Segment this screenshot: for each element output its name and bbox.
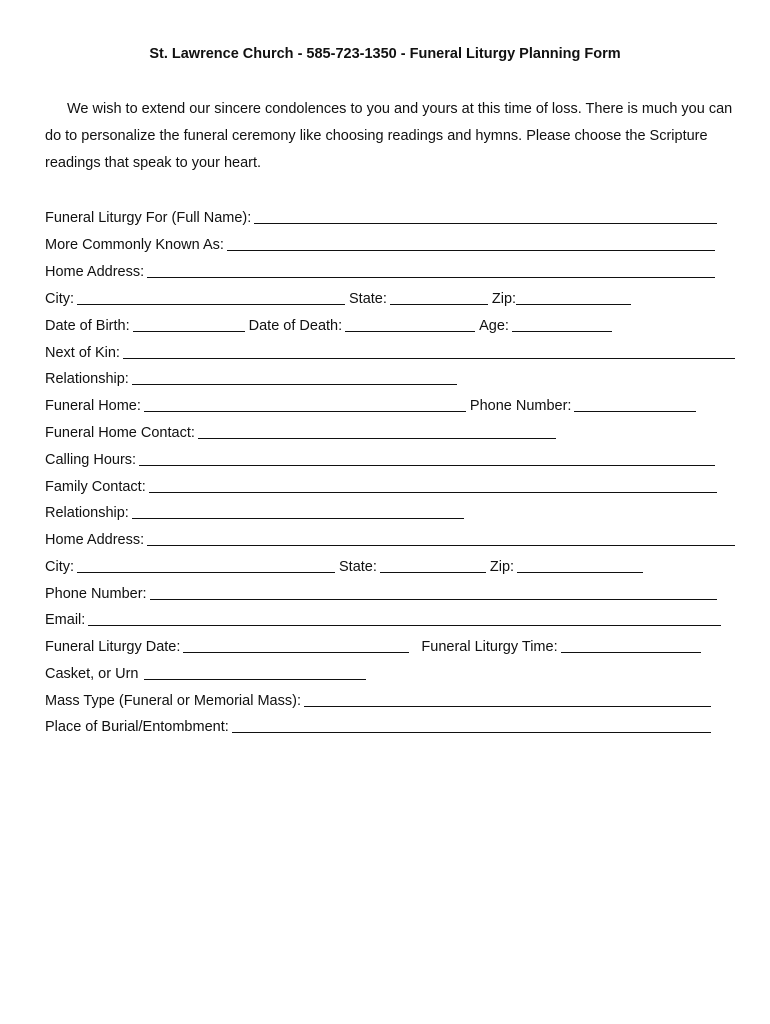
next-of-kin-row bbox=[45, 341, 735, 361]
liturgy-date-label: Funeral Liturgy Date: bbox=[45, 639, 181, 655]
relationship-field[interactable] bbox=[132, 370, 457, 385]
home-address-2-row bbox=[45, 528, 735, 548]
city-2-field[interactable] bbox=[77, 558, 335, 573]
zip-2-label: Zip: bbox=[489, 559, 515, 575]
home-address-field[interactable] bbox=[147, 263, 715, 278]
city-state-zip-2-row bbox=[45, 555, 735, 575]
mass-type-field[interactable] bbox=[304, 692, 711, 707]
zip-field[interactable] bbox=[516, 290, 631, 305]
phone-number-label: Phone Number: bbox=[469, 398, 572, 414]
funeral-home-contact-field[interactable] bbox=[198, 424, 556, 439]
relationship-row bbox=[45, 367, 735, 387]
home-address-row bbox=[45, 260, 735, 280]
state-2-field[interactable] bbox=[380, 558, 486, 573]
dob-field[interactable] bbox=[133, 317, 245, 332]
casket-urn-label: Casket, or Urn bbox=[45, 666, 139, 682]
funeral-home-field[interactable] bbox=[144, 397, 466, 412]
funeral-home-contact-row bbox=[45, 421, 735, 441]
home-address-2-field[interactable] bbox=[147, 531, 735, 546]
liturgy-date-time-row bbox=[45, 635, 735, 655]
relationship-2-field[interactable] bbox=[132, 504, 464, 519]
full-name-label: Funeral Liturgy For (Full Name): bbox=[45, 210, 252, 226]
intro-paragraph: We wish to extend our sincere condolences to you and yours at this time of loss. There is much you can do to personalize the funeral ceremony like choosing readings and hymns. Please choose the Scripture readings that speak to your heart. bbox=[45, 101, 733, 171]
email-label: Email: bbox=[45, 612, 86, 628]
state-field[interactable] bbox=[390, 290, 488, 305]
phone-number-2-row bbox=[45, 582, 735, 602]
liturgy-date-field[interactable] bbox=[183, 638, 409, 653]
state-label: State: bbox=[349, 291, 387, 307]
email-field[interactable] bbox=[88, 611, 721, 626]
city-state-zip-row bbox=[45, 287, 735, 307]
known-as-label: More Commonly Known As: bbox=[45, 237, 224, 253]
city-label: City: bbox=[45, 291, 74, 307]
known-as-row bbox=[45, 233, 735, 253]
home-address-label: Home Address: bbox=[45, 264, 145, 280]
burial-place-field[interactable] bbox=[232, 718, 711, 733]
calling-hours-row bbox=[45, 448, 735, 468]
burial-place-label: Place of Burial/Entombment: bbox=[45, 719, 229, 735]
known-as-field[interactable] bbox=[227, 236, 715, 251]
relationship-2-label: Relationship: bbox=[45, 505, 129, 521]
relationship-label: Relationship: bbox=[45, 371, 129, 387]
calling-hours-label: Calling Hours: bbox=[45, 452, 137, 468]
casket-urn-row bbox=[45, 662, 735, 682]
dates-age-row bbox=[45, 314, 735, 334]
phone-number-field[interactable] bbox=[574, 397, 696, 412]
phone-number-2-field[interactable] bbox=[150, 585, 717, 600]
form-title: St. Lawrence Church - 585-723-1350 - Funeral Liturgy Planning Form bbox=[149, 46, 621, 62]
dod-label: Date of Death: bbox=[248, 318, 343, 334]
relationship-2-row bbox=[45, 501, 735, 521]
full-name-field[interactable] bbox=[254, 209, 717, 224]
next-of-kin-label: Next of Kin: bbox=[45, 345, 120, 361]
family-contact-row bbox=[45, 475, 735, 495]
calling-hours-field[interactable] bbox=[139, 451, 715, 466]
funeral-home-label: Funeral Home: bbox=[45, 398, 141, 414]
zip-label: Zip: bbox=[491, 291, 517, 307]
state-2-label: State: bbox=[339, 559, 377, 575]
home-address-2-label: Home Address: bbox=[45, 532, 145, 548]
family-contact-label: Family Contact: bbox=[45, 479, 146, 495]
liturgy-time-label: Funeral Liturgy Time: bbox=[421, 639, 558, 655]
next-of-kin-field[interactable] bbox=[123, 344, 735, 359]
city-2-label: City: bbox=[45, 559, 74, 575]
city-field[interactable] bbox=[77, 290, 345, 305]
zip-2-field[interactable] bbox=[517, 558, 643, 573]
email-row bbox=[45, 608, 735, 628]
dod-field[interactable] bbox=[345, 317, 475, 332]
funeral-home-row bbox=[45, 394, 735, 414]
family-contact-field[interactable] bbox=[149, 478, 717, 493]
funeral-home-contact-label: Funeral Home Contact: bbox=[45, 425, 195, 441]
casket-urn-field[interactable] bbox=[144, 665, 366, 680]
phone-number-2-label: Phone Number: bbox=[45, 586, 147, 602]
dob-label: Date of Birth: bbox=[45, 318, 130, 334]
burial-place-row bbox=[45, 715, 735, 735]
liturgy-time-field[interactable] bbox=[561, 638, 701, 653]
age-field[interactable] bbox=[512, 317, 612, 332]
full-name-row bbox=[45, 206, 735, 226]
mass-type-label: Mass Type (Funeral or Memorial Mass): bbox=[45, 693, 301, 709]
age-label: Age: bbox=[479, 318, 509, 334]
mass-type-row bbox=[45, 689, 735, 709]
